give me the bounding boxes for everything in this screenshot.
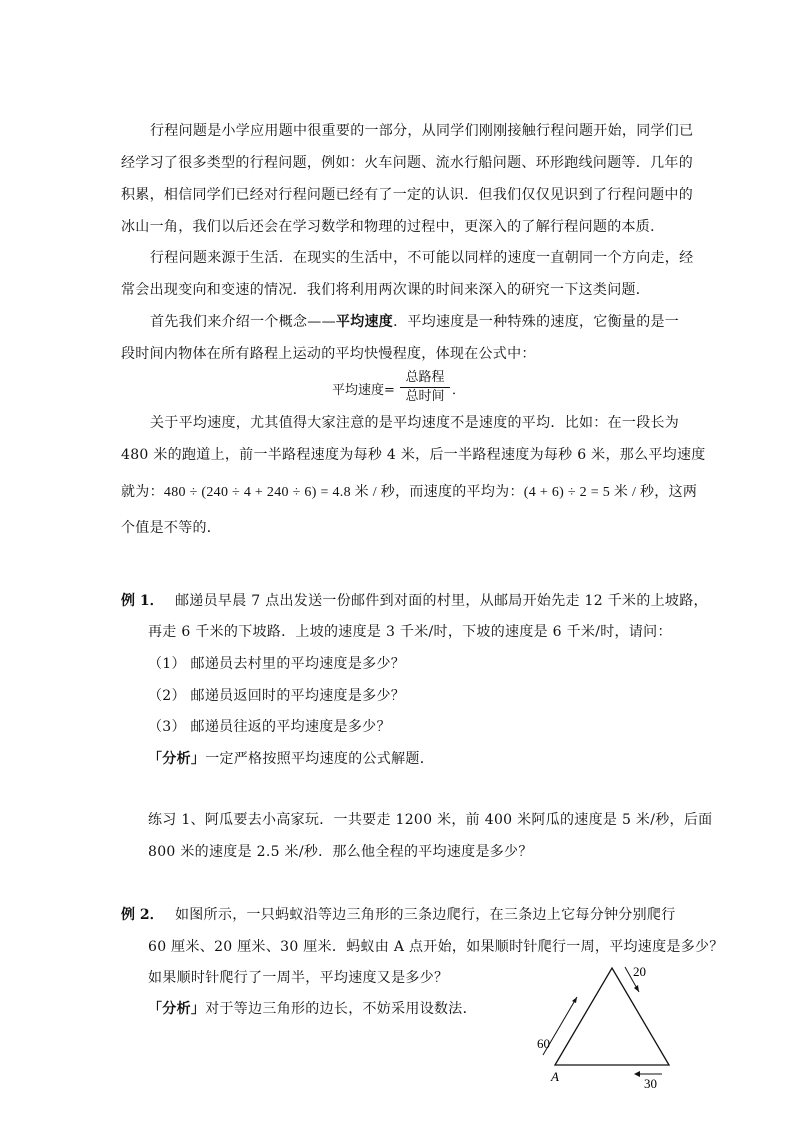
example1-question3: （3） 邮递员往返的平均速度是多少？	[148, 719, 391, 735]
intro-p1-line4: 冰山一角，我们以后还会在学习数学和物理的过程中，更深入的了解行程问题的本质．	[121, 219, 665, 235]
intro-p3-line2: 段时间内物体在所有路程上运动的平均快慢程度，体现在公式中：	[121, 346, 536, 362]
equilateral-triangle	[555, 968, 669, 1065]
analysis-label: 「分析」	[148, 751, 206, 767]
example1-line1: 邮递员早晨 7 点出发送一份邮件到对面的村里，从邮局开始先走 12 千米的上坡路，	[175, 593, 708, 609]
math-expression-1: 480 ÷ (240 ÷ 4 + 240 ÷ 6) = 4.8 米 / 秒	[163, 485, 396, 500]
intro-p4-line2: 480 米的跑道上，前一半路程速度为每秒 4 米，后一半路程速度为每秒 6 米，那么平均速度	[121, 447, 706, 463]
triangle-figure	[530, 960, 680, 1095]
left-arrowhead	[572, 997, 577, 1003]
right-arrowhead	[634, 985, 639, 992]
formula-fraction	[398, 370, 452, 405]
vertex-a-label: A	[551, 1069, 559, 1084]
intro-p4-line4: 个值是不等的．	[121, 520, 222, 536]
example1-label: 例 1．	[121, 593, 164, 609]
example2-line1: 如图所示，一只蚂蚁沿等边三角形的三条边爬行，在三条边上它每分钟分别爬行	[175, 907, 676, 923]
example2-label: 例 2．	[121, 907, 164, 923]
example2-line2: 60 厘米、20 厘米、30 厘米．蚂蚁由 A 点开始，如果顺时针爬行一周，平均速度是多少？	[148, 939, 724, 955]
label-20: 20	[633, 964, 646, 979]
intro-p1-line1: 行程问题是小学应用题中很重要的一部分，从同学们刚刚接触行程问题开始，同学们已	[150, 123, 694, 139]
intro-p2-line2: 常会出现变向和变速的情况．我们将利用两次课的时间来深入的研究一下这类问题．	[121, 282, 651, 298]
formula-denominator: 总时间	[405, 389, 445, 404]
bottom-arrowhead	[634, 1071, 640, 1077]
practice1-line1: 练习 1、阿瓜要去小高家玩．一共要走 1200 米，前 400 米阿瓜的速度是 5 米/秒，后面	[148, 812, 713, 828]
p4-line3-b: ，而速度的平均为：	[395, 484, 524, 500]
example2-analysis	[148, 999, 477, 1019]
p3-start: 首先我们来介绍一个概念——	[150, 314, 336, 330]
formula-lhs: 平均速度=	[332, 383, 395, 398]
math-expression-2: (4 + 6) ÷ 2 = 5 米 / 秒	[523, 485, 655, 500]
label-30: 30	[644, 1076, 657, 1091]
example1-analysis	[148, 749, 434, 769]
fraction-bar	[400, 387, 450, 388]
intro-p1-line3: 积累，相信同学们已经对行程问题已经有了一定的认识．但我们仅仅见识到了行程问题中的	[121, 187, 693, 203]
term-average-speed: 平均速度	[335, 314, 394, 330]
p4-line3-c: ，这两	[654, 484, 698, 500]
p3-end: ．平均速度是一种特殊的速度，它衡量的是一	[393, 314, 680, 330]
p4-line3-a: 就为：	[121, 484, 164, 500]
example1-question1: （1） 邮递员去村里的平均速度是多少？	[148, 656, 406, 672]
practice1-line2: 800 米的速度是 2.5 米/秒．那么他全程的平均速度是多少？	[148, 844, 533, 860]
intro-p4-line1: 关于平均速度，尤其值得大家注意的是平均速度不是速度的平均．比如：在一段长为	[150, 415, 680, 431]
analysis-text: 一定严格按照平均速度的公式解题．	[205, 751, 435, 767]
analysis-label: 「分析」	[148, 1001, 206, 1017]
intro-p3-line1	[150, 312, 679, 332]
intro-p4-line3	[121, 482, 697, 503]
label-60: 60	[537, 1036, 550, 1051]
analysis-text: 对于等边三角形的边长，不妨采用设数法．	[205, 1001, 477, 1017]
formula-numerator: 总路程	[405, 370, 445, 385]
example2-line3: 如果顺时针爬行了一周半，平均速度又是多少？	[148, 970, 449, 986]
example1-line2: 再走 6 千米的下坡路．上坡的速度是 3 千米/时，下坡的速度是 6 千米/时，请问：	[148, 624, 672, 640]
intro-p2-line1: 行程问题来源于生活．在现实的生活中，不可能以同样的速度一直朝同一个方向走，经	[150, 250, 694, 266]
intro-p1-line2: 经学习了很多类型的行程问题，例如：火车问题、流水行船问题、环形跑线问题等．几年的	[121, 155, 693, 171]
example1-question2: （2） 邮递员返回时的平均速度是多少？	[148, 688, 406, 704]
formula-end: ．	[452, 383, 466, 398]
